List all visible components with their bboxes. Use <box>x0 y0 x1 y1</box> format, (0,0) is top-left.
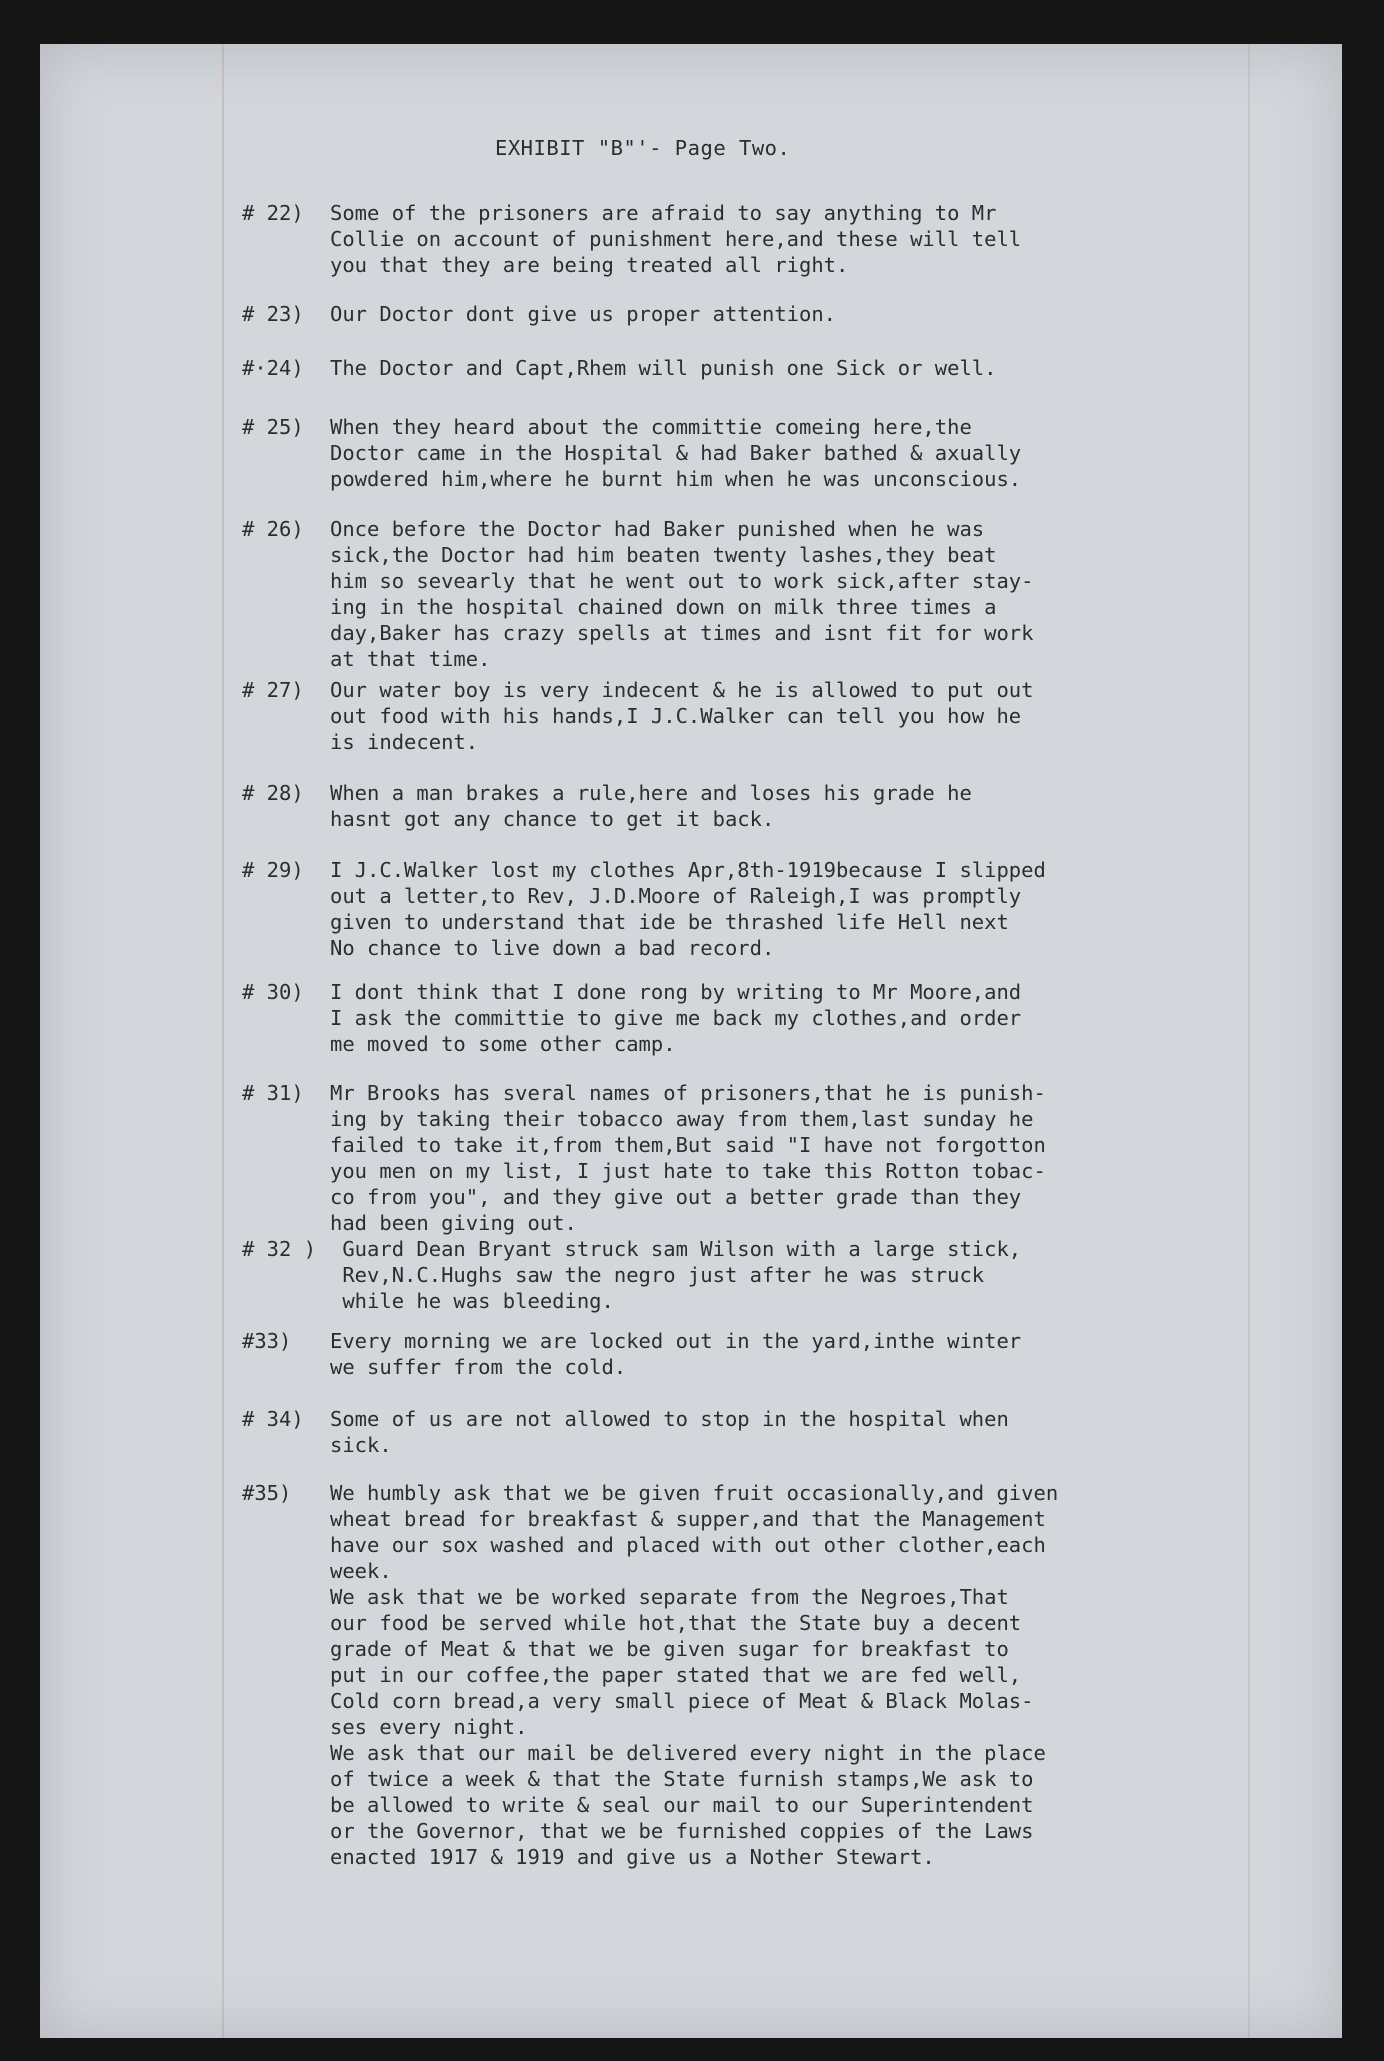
item-text <box>330 355 1270 381</box>
text-line: ses every night. <box>330 1715 528 1739</box>
margin-rule-left <box>222 44 224 2038</box>
text-line: at that time. <box>330 647 491 671</box>
text-line: co from you", and they give out a better grade than they <box>330 1185 1022 1209</box>
text-line: Some of the prisoners are afraid to say anything to Mr <box>330 201 997 225</box>
item-number: # 23) <box>242 302 304 326</box>
text-line: had been giving out. <box>330 1211 577 1235</box>
text-line: ing by taking their tobacco away from them,last sunday he <box>330 1107 1034 1131</box>
text-line: Once before the Doctor had Baker punished when he was <box>330 517 985 541</box>
item-number: # 27) <box>242 678 304 702</box>
item-number: #·24) <box>242 356 304 380</box>
text-line: I ask the committie to give me back my clothes,and order <box>330 1006 1022 1030</box>
item-text <box>330 200 1270 278</box>
text-line: you that they are being treated all right. <box>330 253 849 277</box>
item-number: #35) <box>242 1481 292 1505</box>
text-line: Our Doctor dont give us proper attention. <box>330 302 837 326</box>
item-number: #33) <box>242 1329 292 1353</box>
text-line: We humbly ask that we be given fruit occasionally,and given <box>330 1481 1059 1505</box>
text-line: day,Baker has crazy spells at times and isnt fit for work <box>330 621 1034 645</box>
text-line: powdered him,where he burnt him when he was unconscious. <box>330 467 1022 491</box>
text-line: you men on my list, I just hate to take this Rotton tobac- <box>330 1159 1046 1183</box>
item-text <box>330 979 1270 1057</box>
text-line: put in our coffee,the paper stated that we are fed well, <box>330 1663 1022 1687</box>
text-line: Rev,N.C.Hughs saw the negro just after he was struck <box>330 1263 985 1287</box>
text-line: wheat bread for breakfast & supper,and that the Management <box>330 1507 1046 1531</box>
text-line: Guard Dean Bryant struck sam Wilson with a large stick, <box>330 1237 1022 1261</box>
text-line: Cold corn bread,a very small piece of Meat & Black Molas- <box>330 1689 1034 1713</box>
text-line: have our sox washed and placed with out other clother,each <box>330 1533 1046 1557</box>
text-line: No chance to live down a bad record. <box>330 936 775 960</box>
text-line: grade of Meat & that we be given sugar for breakfast to <box>330 1637 1009 1661</box>
text-line: Doctor came in the Hospital & had Baker bathed & axually <box>330 441 1022 465</box>
text-line: out food with his hands,I J.C.Walker can tell you how he <box>330 704 1022 728</box>
text-line: The Doctor and Capt,Rhem will punish one Sick or well. <box>330 356 997 380</box>
text-line: Our water boy is very indecent & he is allowed to put out <box>330 678 1034 702</box>
text-line: we suffer from the cold. <box>330 1355 627 1379</box>
item-number: # 29) <box>242 858 304 882</box>
item-text <box>330 414 1270 492</box>
text-line: ing in the hospital chained down on milk three times a <box>330 595 997 619</box>
text-line: him so sevearly that he went out to work sick,after stay- <box>330 569 1034 593</box>
text-line: week. <box>330 1559 392 1583</box>
item-number: # 25) <box>242 415 304 439</box>
item-number: # 30) <box>242 980 304 1004</box>
text-line: I J.C.Walker lost my clothes Apr,8th-1919because I slipped <box>330 858 1046 882</box>
item-number: # 32 ) <box>242 1237 317 1261</box>
document-page <box>40 44 1342 2038</box>
text-line: Collie on account of punishment here,and these will tell <box>330 227 1022 251</box>
item-number: # 28) <box>242 781 304 805</box>
text-line: When a man brakes a rule,here and loses his grade he <box>330 781 972 805</box>
text-line: When they heard about the committie comeing here,the <box>330 415 972 439</box>
text-line: sick,the Doctor had him beaten twenty lashes,they beat <box>330 543 997 567</box>
text-line: We ask that our mail be delivered every night in the place <box>330 1741 1046 1765</box>
text-line: of twice a week & that the State furnish stamps,We ask to <box>330 1767 1034 1791</box>
text-line: out a letter,to Rev, J.D.Moore of Raleigh,I was promptly <box>330 884 1022 908</box>
text-line: I dont think that I done rong by writing to Mr Moore,and <box>330 980 1022 1004</box>
text-line: me moved to some other camp. <box>330 1032 676 1056</box>
text-line: be allowed to write & seal our mail to our Superintendent <box>330 1793 1034 1817</box>
text-line: hasnt got any chance to get it back. <box>330 807 775 831</box>
item-number: # 22) <box>242 201 304 225</box>
item-number: # 26) <box>242 517 304 541</box>
item-text <box>330 301 1270 327</box>
item-text <box>330 516 1270 672</box>
item-text <box>330 857 1270 961</box>
text-line: given to understand that ide be thrashed life Hell next <box>330 910 1009 934</box>
item-text <box>330 1406 1270 1458</box>
text-line: enacted 1917 & 1919 and give us a Nother Stewart. <box>330 1845 935 1869</box>
page-title: EXHIBIT "B"'- Page Two. <box>495 136 791 160</box>
text-line: Mr Brooks has sveral names of prisoners,that he is punish- <box>330 1081 1046 1105</box>
item-text <box>330 1328 1270 1380</box>
item-text <box>330 1480 1270 1870</box>
item-number: # 31) <box>242 1081 304 1105</box>
item-text <box>330 1080 1270 1236</box>
text-line: sick. <box>330 1433 392 1457</box>
item-text <box>330 1236 1270 1314</box>
item-number: # 34) <box>242 1407 304 1431</box>
text-line: is indecent. <box>330 730 479 754</box>
text-line: our food be served while hot,that the State buy a decent <box>330 1611 1022 1635</box>
text-line: We ask that we be worked separate from the Negroes,That <box>330 1585 1009 1609</box>
item-text <box>330 677 1270 755</box>
item-text <box>330 780 1270 832</box>
text-line: Some of us are not allowed to stop in the hospital when <box>330 1407 1009 1431</box>
text-line: Every morning we are locked out in the yard,inthe winter <box>330 1329 1022 1353</box>
text-line: while he was bleeding. <box>330 1289 614 1313</box>
text-line: or the Governor, that we be furnished coppies of the Laws <box>330 1819 1034 1843</box>
text-line: failed to take it,from them,But said "I have not forgotton <box>330 1133 1046 1157</box>
